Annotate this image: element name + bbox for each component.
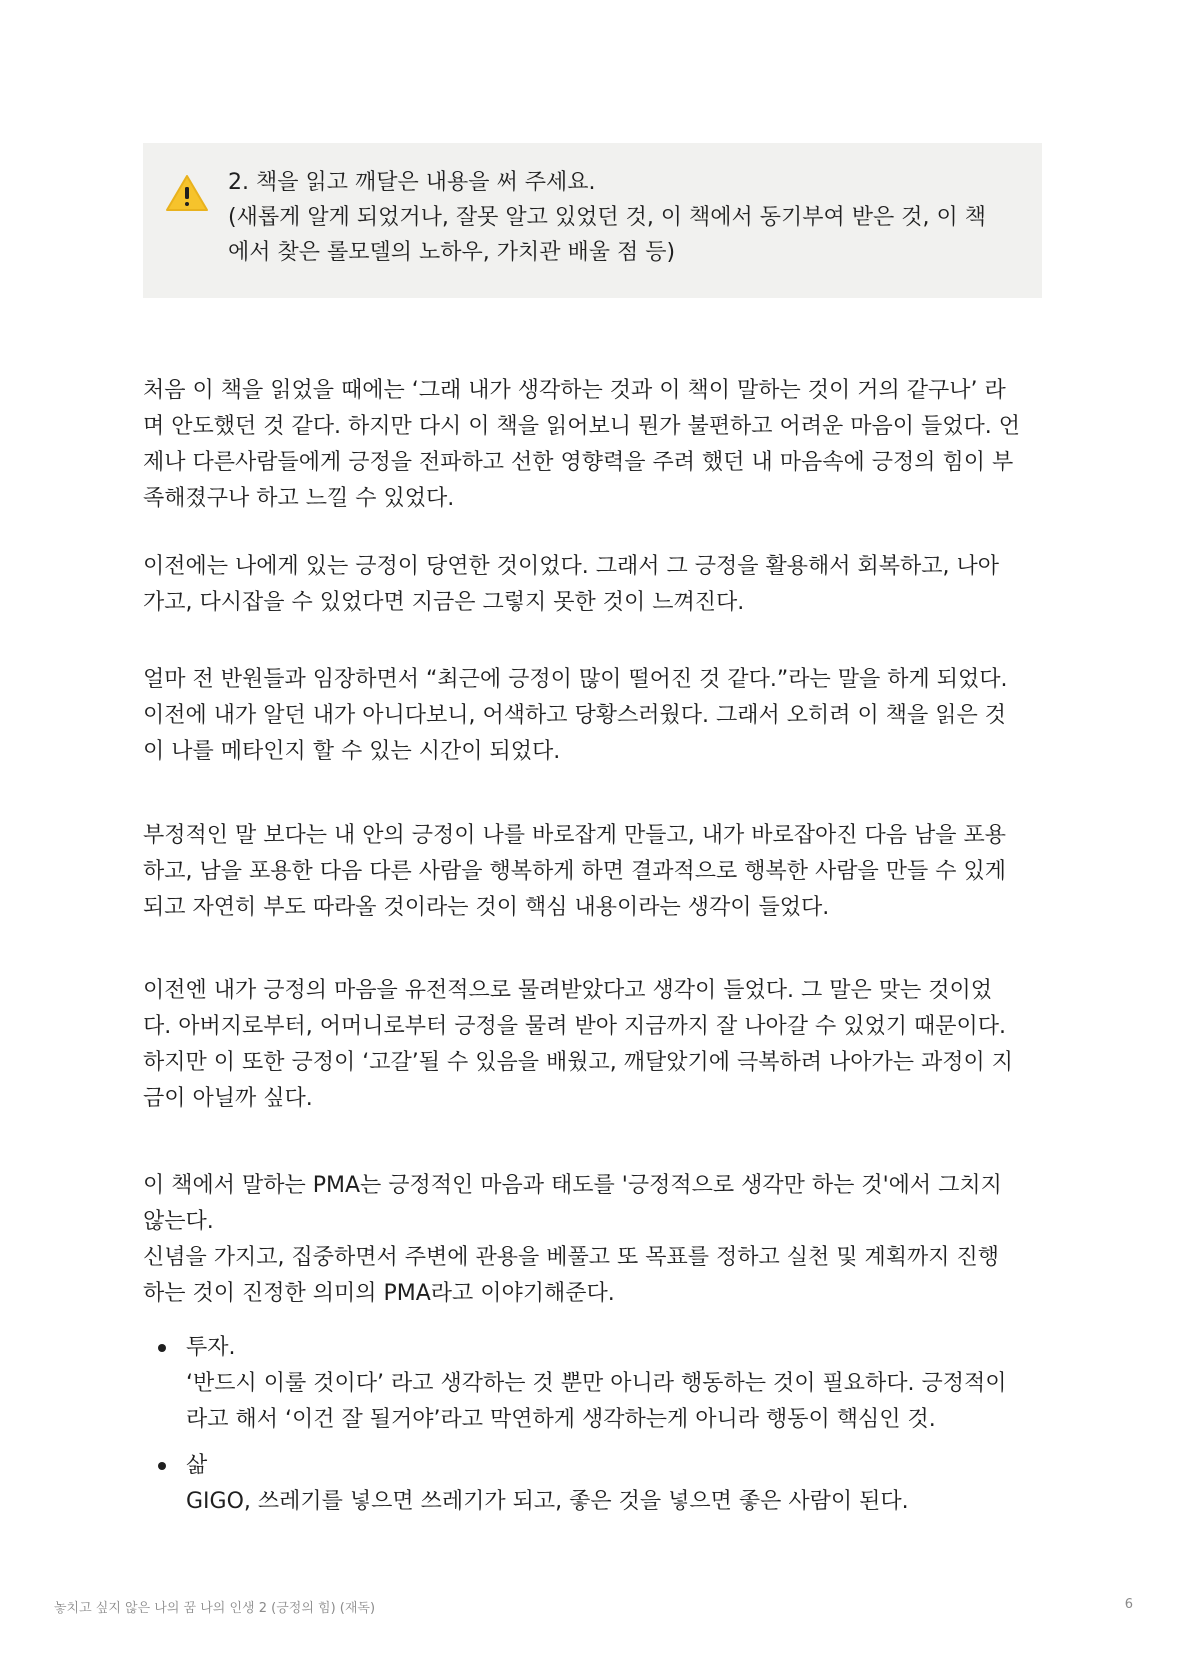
paragraph-line: 않는다. xyxy=(143,1209,214,1234)
paragraph-line: 이전에는 나에게 있는 긍정이 당연한 것이었다. 그래서 그 긍정을 활용해서 회복하고, 나아 xyxy=(143,554,999,579)
paragraph-line: 하지만 이 또한 긍정이 ‘고갈’될 수 있음을 배웠고, 깨달았기에 극복하려 나아가는 과정이 지 xyxy=(143,1050,1013,1075)
callout-text xyxy=(228,165,1018,270)
callout-line: 에서 찾은 롤모델의 노하우, 가치관 배울 점 등) xyxy=(228,240,676,265)
paragraph-line: 처음 이 책을 읽었을 때에는 ‘그래 내가 생각하는 것과 이 책이 말하는 것이 거의 같구나’ 라 xyxy=(143,378,1006,403)
paragraph xyxy=(143,1168,1043,1312)
paragraph-line: 이 책에서 말하는 PMA는 긍정적인 마음과 태도를 '긍정적으로 생각만 하는 것'에서 그치지 xyxy=(143,1173,1002,1198)
paragraph xyxy=(143,373,1043,517)
paragraph-line: 며 안도했던 것 같다. 하지만 다시 이 책을 읽어보니 뭔가 불편하고 어려운 마음이 들었다. 언 xyxy=(143,414,1020,439)
list-item-line: ‘반드시 이룰 것이다’ 라고 생각하는 것 뿐만 아니라 행동하는 것이 필요하다. 긍정적이 xyxy=(186,1371,1007,1396)
paragraph-line: 얼마 전 반원들과 임장하면서 “최근에 긍정이 많이 떨어진 것 같다.”라는 말을 하게 되었다. xyxy=(143,667,1008,692)
callout-line: 2. 책을 읽고 깨달은 내용을 써 주세요. xyxy=(228,170,596,195)
paragraph-line: 이전엔 내가 긍정의 마음을 유전적으로 물려받았다고 생각이 들었다. 그 말은 맞는 것이었 xyxy=(143,978,992,1003)
paragraph xyxy=(143,973,1043,1117)
bullet-dot xyxy=(158,1462,166,1470)
list-item-line: GIGO, 쓰레기를 넣으면 쓰레기가 되고, 좋은 것을 넣으면 좋은 사람이 된다. xyxy=(186,1489,909,1514)
callout-box xyxy=(143,143,1042,298)
paragraph xyxy=(143,818,1043,926)
paragraph-line: 부정적인 말 보다는 내 안의 긍정이 나를 바로잡게 만들고, 내가 바로잡아진 다음 남을 포용 xyxy=(143,823,1006,848)
paragraph-line: 하고, 남을 포용한 다음 다른 사람을 행복하게 하면 결과적으로 행복한 사람을 만들 수 있게 xyxy=(143,859,1006,884)
callout-line: (새롭게 알게 되었거나, 잘못 알고 있었던 것, 이 책에서 동기부여 받은 것, 이 책 xyxy=(228,205,987,230)
paragraph-line: 하는 것이 진정한 의미의 PMA라고 이야기해준다. xyxy=(143,1281,615,1306)
paragraph-line: 다. 아버지로부터, 어머니로부터 긍정을 물려 받아 지금까지 잘 나아갈 수 있었기 때문이다. xyxy=(143,1014,1006,1039)
paragraph-line: 제나 다른사람들에게 긍정을 전파하고 선한 영향력을 주려 했던 내 마음속에 긍정의 힘이 부 xyxy=(143,450,1014,475)
paragraph-line: 가고, 다시잡을 수 있었다면 지금은 그렇지 못한 것이 느껴진다. xyxy=(143,590,745,615)
page-number: 6 xyxy=(1124,1597,1133,1612)
bullet-dot xyxy=(158,1344,166,1352)
paragraph-line: 되고 자연히 부도 따라올 것이라는 것이 핵심 내용이라는 생각이 들었다. xyxy=(143,895,830,920)
list-item-line: 삶 xyxy=(186,1453,208,1478)
list-item-text xyxy=(186,1448,909,1520)
list-item-text xyxy=(186,1330,1006,1438)
list-item-line: 투자. xyxy=(186,1335,236,1360)
paragraph-line: 족해졌구나 하고 느낄 수 있었다. xyxy=(143,486,455,511)
paragraph-line: 이 나를 메타인지 할 수 있는 시간이 되었다. xyxy=(143,739,561,764)
warning-icon xyxy=(165,173,209,213)
paragraph xyxy=(143,662,1043,770)
footer-title: 놓치고 싶지 않은 나의 꿈 나의 인생 2 (긍정의 힘) (재독) xyxy=(54,1601,376,1616)
paragraph-line: 신념을 가지고, 집중하면서 주변에 관용을 베풀고 또 목표를 정하고 실천 및 계획까지 진행 xyxy=(143,1245,999,1270)
paragraph xyxy=(143,549,1043,621)
paragraph-line: 금이 아닐까 싶다. xyxy=(143,1086,313,1111)
paragraph-line: 이전에 내가 알던 내가 아니다보니, 어색하고 당황스러웠다. 그래서 오히려 이 책을 읽은 것 xyxy=(143,703,1006,728)
list-item-line: 라고 해서 ‘이건 잘 될거야’라고 막연하게 생각하는게 아니라 행동이 핵심인 것. xyxy=(186,1407,936,1432)
